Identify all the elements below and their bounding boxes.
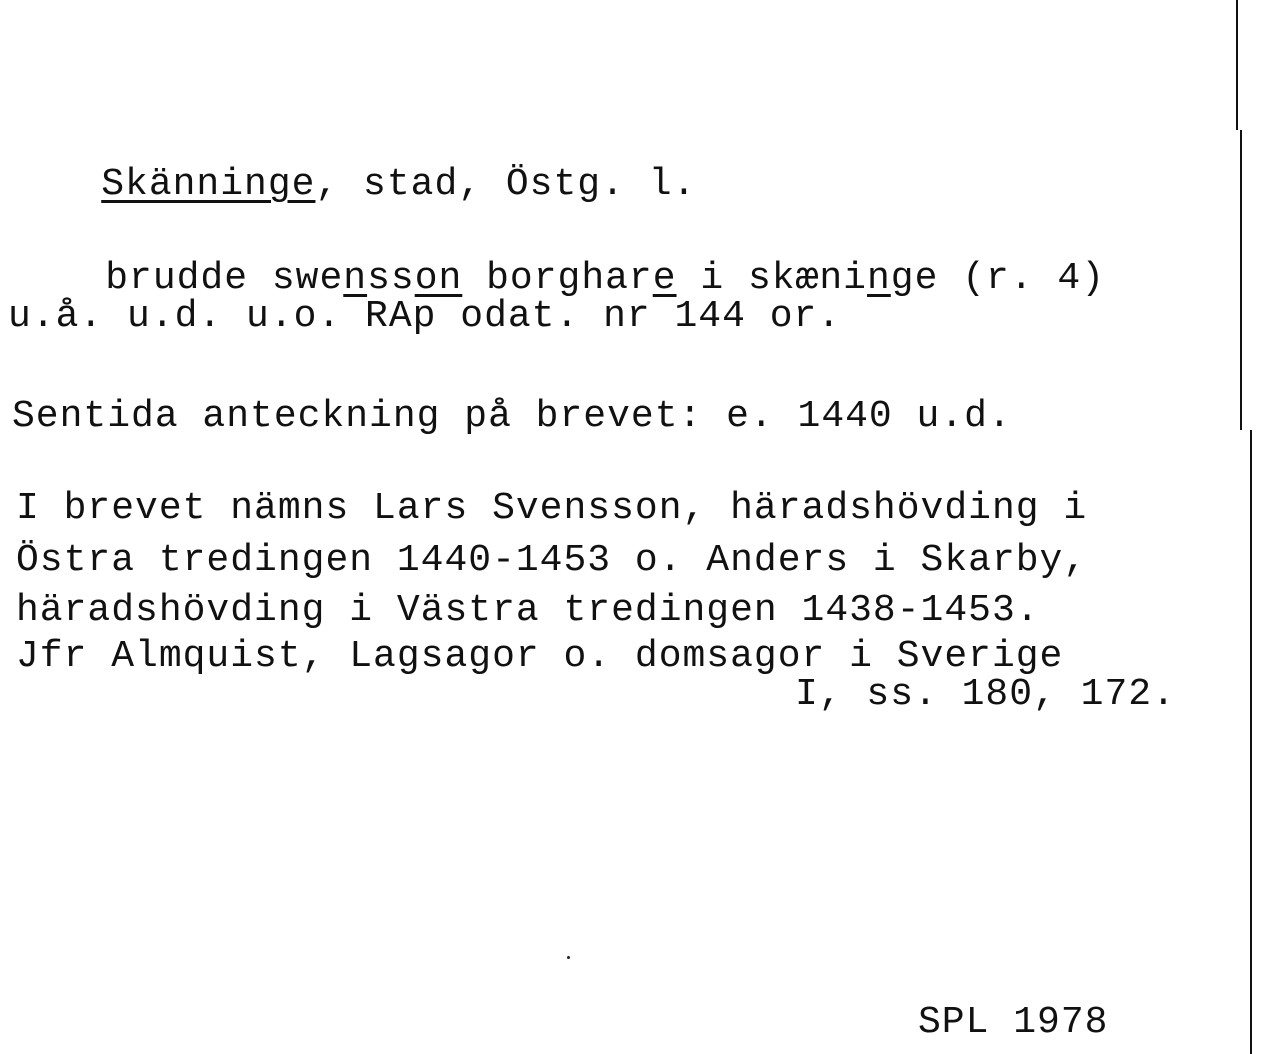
right-edge-line-bottom xyxy=(1250,430,1252,1054)
heading-rest: , stad, Östg. l. xyxy=(315,163,697,206)
entry-underlined-text: on xyxy=(414,257,463,300)
entry-text: ge (r. 4) xyxy=(890,257,1106,300)
signature: SPL 1978 xyxy=(918,1001,1109,1044)
entry-underlined-text: n xyxy=(866,257,891,300)
entry-line-2: u.å. u.d. u.o. RAp odat. nr 144 or. xyxy=(8,295,842,338)
paragraph-line-1: I brevet nämns Lars Svensson, häradshövding i xyxy=(16,487,1088,530)
paragraph-line-4: Jfr Almquist, Lagsagor o. domsagor i Sverige xyxy=(16,635,1064,678)
entry-text: ss xyxy=(367,257,415,300)
paragraph-line-5: I, ss. 180, 172. xyxy=(795,673,1176,716)
note-line: Sentida anteckning på brevet: e. 1440 u.d. xyxy=(12,395,1012,438)
speck xyxy=(567,956,570,959)
entry-text: borghar xyxy=(462,257,653,300)
entry-text: brudde swe xyxy=(105,257,344,300)
paragraph-line-2: Östra tredingen 1440-1453 o. Anders i Skarby, xyxy=(16,539,1088,582)
entry-text: i skæni xyxy=(676,257,867,300)
heading-place-name: Skänninge xyxy=(101,163,316,206)
right-edge-line-lower xyxy=(1240,130,1242,430)
right-edge-line xyxy=(1236,0,1238,130)
paragraph-line-3: häradshövding i Västra tredingen 1438-1453. xyxy=(16,589,1040,632)
entry-underlined-text: e xyxy=(652,257,677,300)
entry-underlined-text: n xyxy=(343,257,368,300)
